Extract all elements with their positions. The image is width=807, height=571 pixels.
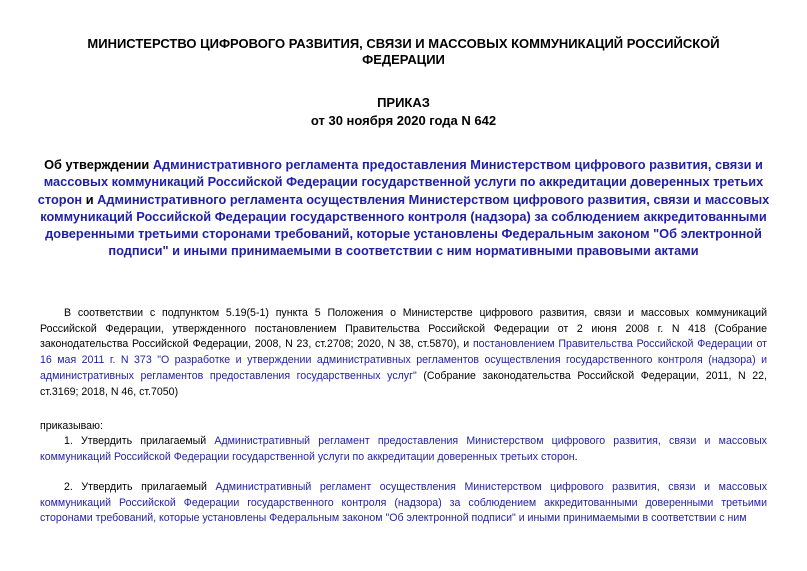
- preamble-paragraph: [40, 306, 767, 400]
- order-item-2: [40, 480, 767, 527]
- order-item-1: [40, 434, 767, 465]
- title-link-control-regulation[interactable]: Административного регламента осуществления Министерством цифрового развития, связи и массовых коммуникаций Российской Федерации государственного контроля (надзора) за соблюдением аккредитованными доверенными третьими сторонами требований, которые установлены Федеральным законом "Об электронной подписи" и иными принимаемыми в соответствии с ним нормативными правовыми актами: [40, 191, 770, 259]
- preamble-text-end: (Собрание законодательства Российской Федерации, 2011, N 22, ст.3169; 2018, N 46, ст.7050): [40, 369, 767, 398]
- preamble-link-resolution-373[interactable]: постановлением Правительства Российской Федерации от 16 мая 2011 г. N 373 "О разработке и утверждении административных регламентов осуществления государственного контроля (надзора) и административных регламентов предоставления государственных услуг": [40, 338, 767, 382]
- item-1-link[interactable]: Административный регламент предоставления Министерством цифрового развития, связи и массовых коммуникаций Российской Федерации государственной услуги по аккредитации доверенных третьих сторон: [40, 435, 767, 463]
- title-prefix: Об утверждении: [44, 157, 153, 172]
- order-word: [40, 419, 767, 435]
- document-date-number: от 30 ноября 2020 года N 642: [310, 113, 497, 128]
- item-2-link[interactable]: Административный регламент осуществления Министерством цифрового развития, связи и массовых коммуникаций Российской Федерации государственного контроля (надзора) за соблюдением аккредитованными доверенными третьими сторонами требований, которые установлены Федеральным законом "Об электронной подписи" и иными принимаемыми в соответствии с ним: [40, 481, 767, 525]
- preamble-text-start: В соответствии с подпунктом 5.19(5-1) пункта 5 Положения о Министерстве цифрового развития, связи и массовых коммуникаций Российской Федерации, утвержденного постановлением Правительства Российской Федерации от 2 июня 2008 г. N 418 (Собрание законодательства Российской Федерации, 2008, N 23, ст.2708; 2020, N 38, ст.5870), и: [40, 307, 767, 351]
- title-middle: и: [82, 191, 98, 207]
- title-link-service-regulation[interactable]: Административного регламента предоставления Министерством цифрового развития, связи и массовых коммуникаций Российской Федерации государственной услуги по аккредитации доверенных третьих сторон: [37, 157, 764, 207]
- document-type: ПРИКАЗ: [377, 95, 430, 110]
- item-2-prefix: 2. Утвердить прилагаемый: [64, 481, 216, 493]
- ministry-name: МИНИСТЕРСТВО ЦИФРОВОГО РАЗВИТИЯ, СВЯЗИ И МАССОВЫХ КОММУНИКАЦИЙ РОССИЙСКОЙ ФЕДЕРАЦИИ: [87, 36, 720, 67]
- item-1-suffix: .: [574, 450, 578, 463]
- document-title: [33, 156, 774, 260]
- item-1-prefix: 1. Утвердить прилагаемый: [64, 435, 215, 447]
- order-word-text: приказываю:: [40, 420, 103, 432]
